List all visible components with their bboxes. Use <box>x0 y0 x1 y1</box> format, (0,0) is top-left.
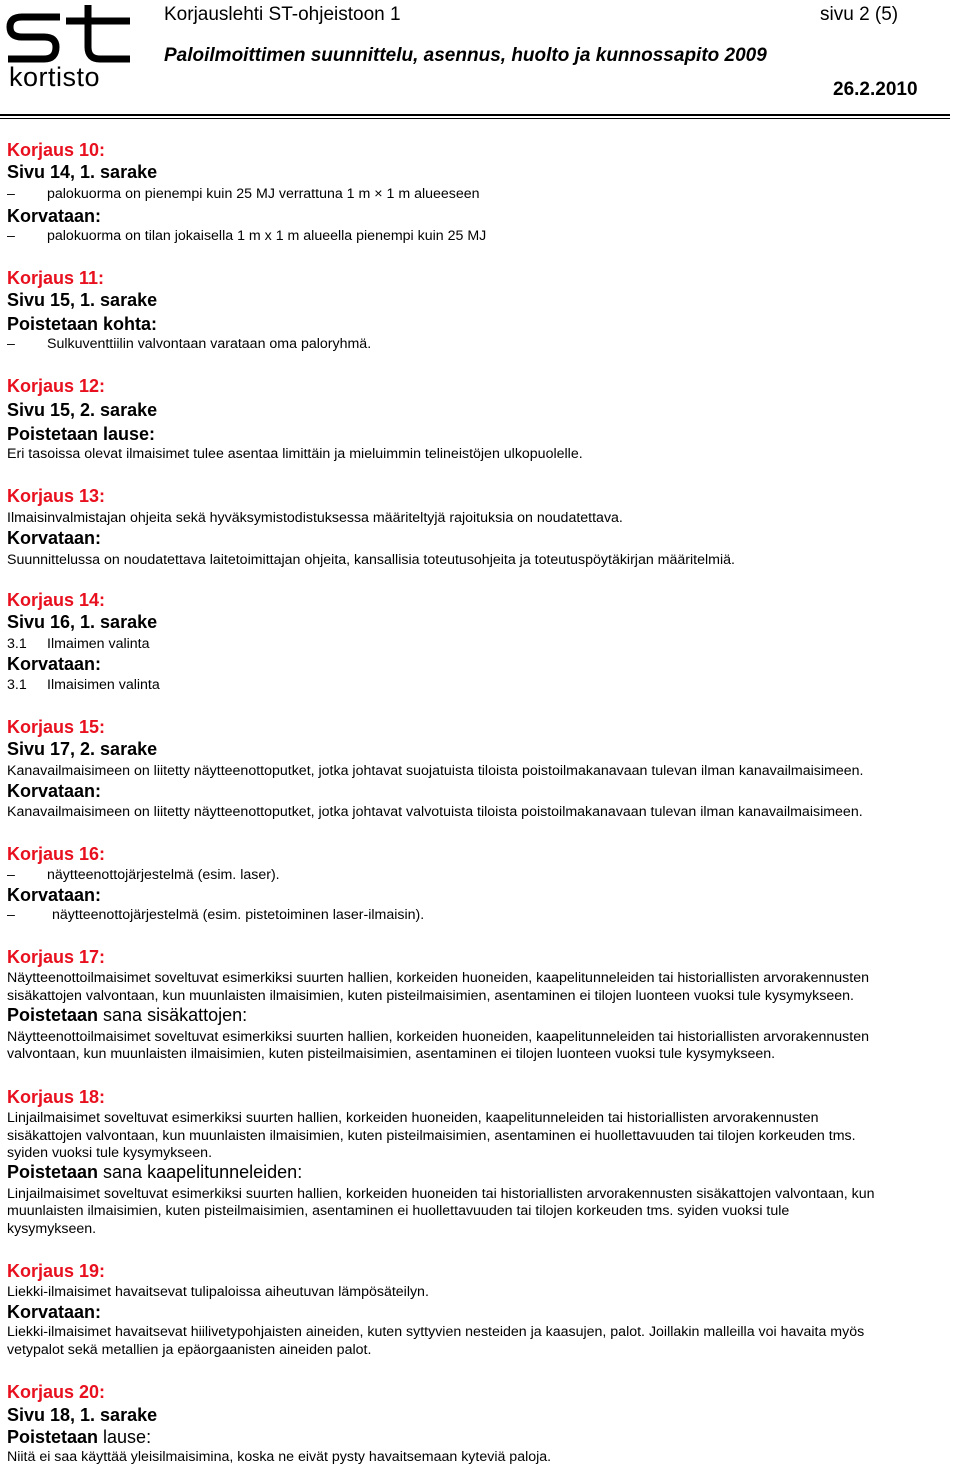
correction-18-new-line-3: kysymykseen. <box>7 1221 97 1237</box>
correction-19-label: Korvataan: <box>7 1302 102 1322</box>
correction-18-title: Korjaus 18: <box>7 1087 106 1107</box>
correction-18-old-line-1: Linjailmaisimet soveltuvat esimerkiksi suurten hallien, korkeiden huoneiden, kaapelitunneleiden tai historiallisten arvorakennusten <box>7 1110 819 1126</box>
correction-19-new-line-1: Liekki-ilmaisimet havaitsevat hiilivetypohjaisten aineiden, kuten syttyvien nesteiden ja kaasujen, palot. Joillakin malleilla voi havaita myös <box>7 1324 865 1340</box>
correction-14-ref: Sivu 16, 1. sarake <box>7 612 158 632</box>
correction-19-new-line-2: vetypalot sekä metallien ja epäorgaanisten aineiden palot. <box>7 1342 372 1358</box>
correction-20-text: Niitä ei saa käyttää yleisilmaisimina, koska ne eivät pysty havaitsemaan kyteviä paloja. <box>7 1449 552 1465</box>
correction-18-old-line-3: syiden vuoksi tule kysymykseen. <box>7 1145 213 1161</box>
correction-17-label <box>7 1005 247 1026</box>
label-rest: sana kaapelitunneleiden: <box>98 1162 303 1182</box>
correction-11-label: Poistetaan kohta: <box>7 314 158 334</box>
correction-15-old-text: Kanavailmaisimeen on liitetty näytteenottoputket, jotka johtavat suojatuista tiloista poistoilmakanavaan tulevan ilman kanavailmaisimeen. <box>7 763 864 779</box>
header-rule <box>0 114 950 116</box>
correction-16-old-text: näytteenottojärjestelmä (esim. laser). <box>47 867 280 883</box>
section-number: 3.1 <box>7 636 27 652</box>
label-bold: Poistetaan <box>7 1005 99 1025</box>
correction-20-ref: Sivu 18, 1. sarake <box>7 1405 158 1425</box>
correction-10-label: Korvataan: <box>7 206 102 226</box>
correction-18-new-line-1: Linjailmaisimet soveltuvat esimerkiksi suurten hallien, korkeiden huoneiden tai historiallisten arvorakennusten sisäkattojen valvontaan, kun <box>7 1186 875 1202</box>
correction-16-new-text: näytteenottojärjestelmä (esim. pistetoiminen laser-ilmaisin). <box>52 907 425 923</box>
correction-12-ref: Sivu 15, 2. sarake <box>7 400 158 420</box>
page-number: sivu 2 (5) <box>820 4 899 25</box>
label-rest: sana sisäkattojen: <box>98 1005 248 1025</box>
header-rule-thin <box>0 118 950 119</box>
correction-10-new-text: palokuorma on tilan jokaisella 1 m x 1 m alueella pienempi kuin 25 MJ <box>47 228 487 244</box>
correction-16-label: Korvataan: <box>7 885 102 905</box>
correction-15-new-text: Kanavailmaisimeen on liitetty näytteenottoputket, jotka johtavat valvotuista tiloista poistoilmakanavaan tulevan ilman kanavailmaisimeen. <box>7 804 863 820</box>
correction-15-ref: Sivu 17, 2. sarake <box>7 739 158 759</box>
correction-18-label <box>7 1162 302 1183</box>
section-number: 3.1 <box>7 677 27 693</box>
correction-14-title: Korjaus 14: <box>7 590 106 610</box>
correction-14-new-text: Ilmaisimen valinta <box>47 677 160 693</box>
correction-15-title: Korjaus 15: <box>7 717 106 737</box>
correction-15-label: Korvataan: <box>7 781 102 801</box>
label-rest: lause: <box>98 1427 152 1447</box>
correction-19-title: Korjaus 19: <box>7 1261 106 1281</box>
page-header <box>0 0 960 120</box>
correction-17-new-line-1: Näytteenottoilmaisimet soveltuvat esimerkiksi suurten hallien, korkeiden huoneiden, kaapelitunneleiden tai historiallisten arvorakennusten <box>7 1029 869 1045</box>
document-date: 26.2.2010 <box>833 79 918 100</box>
correction-18-old-line-2: sisäkattojen valvontaan, kun muunlaisten ilmaisimien, kuten pisteilmaisimien, asentaminen ei huollettavuuden tai tilojen korkeuden tms. <box>7 1128 856 1144</box>
logo-text: kortisto <box>9 62 101 92</box>
dash: – <box>7 228 15 244</box>
correction-17-old-line-1: Näytteenottoilmaisimet soveltuvat esimerkiksi suurten hallien, korkeiden huoneiden, kaapelitunneleiden tai historiallisten arvorakennusten <box>7 970 869 986</box>
correction-10-title: Korjaus 10: <box>7 140 106 160</box>
dash: – <box>7 907 15 923</box>
correction-13-title: Korjaus 13: <box>7 486 106 506</box>
label-bold: Poistetaan <box>7 1427 99 1447</box>
label-bold: Poistetaan <box>7 1162 99 1182</box>
correction-13-new-text: Suunnittelussa on noudatettava laitetoimittajan ohjeita, kansallisia toteutusohjeita ja toteutuspöytäkirjan määritelmiä. <box>7 552 735 568</box>
dash: – <box>7 867 15 883</box>
correction-12-label: Poistetaan lause: <box>7 424 156 444</box>
correction-17-new-line-2: valvontaan, kun muunlaisten ilmaisimien, kuten pisteilmaisimien, asentaminen ei tilojen luonteen vuoksi tule kysymykseen. <box>7 1046 776 1062</box>
correction-19-old-text: Liekki-ilmaisimet havaitsevat tulipaloissa aiheutuvan lämpösäteilyn. <box>7 1284 429 1300</box>
correction-12-text: Eri tasoissa olevat ilmaisimet tulee asentaa limittäin ja mieluimmin telineistöjen ulkopuolelle. <box>7 446 583 462</box>
document-title: Korjauslehti ST-ohjeistoon 1 <box>164 4 401 25</box>
correction-10-old-text: palokuorma on pienempi kuin 25 MJ verrattuna 1 m × 1 m alueeseen <box>47 186 480 202</box>
correction-12-title: Korjaus 12: <box>7 376 106 396</box>
st-logo <box>4 3 132 67</box>
correction-20-title: Korjaus 20: <box>7 1382 106 1402</box>
document-subtitle: Paloilmoittimen suunnittelu, asennus, huolto ja kunnossapito 2009 <box>164 45 767 66</box>
dash: – <box>7 336 15 352</box>
correction-17-title: Korjaus 17: <box>7 947 106 967</box>
correction-13-label: Korvataan: <box>7 528 102 548</box>
correction-11-text: Sulkuventtiilin valvontaan varataan oma paloryhmä. <box>47 336 372 352</box>
correction-14-label: Korvataan: <box>7 654 102 674</box>
correction-11-ref: Sivu 15, 1. sarake <box>7 290 158 310</box>
correction-18-new-line-2: muunlaisten ilmaisimien, kuten pisteilmaisimien, asentaminen ei huollettavuuden tai tilojen korkeuden tms. syiden vuoksi tule <box>7 1203 790 1219</box>
correction-16-title: Korjaus 16: <box>7 844 106 864</box>
correction-13-old-text: Ilmaisinvalmistajan ohjeita sekä hyväksymistodistuksessa määriteltyjä rajoituksia on noudatettava. <box>7 510 623 526</box>
correction-17-old-line-2: sisäkattojen valvontaan, kun muunlaisten ilmaisimien, kuten pisteilmaisimien, asentaminen ei tilojen luonteen vuoksi tule kysymykseen. <box>7 988 854 1004</box>
dash: – <box>7 186 15 202</box>
correction-14-old-text: Ilmaimen valinta <box>47 636 150 652</box>
correction-20-label <box>7 1427 151 1448</box>
correction-10-ref: Sivu 14, 1. sarake <box>7 162 158 182</box>
correction-11-title: Korjaus 11: <box>7 268 105 288</box>
